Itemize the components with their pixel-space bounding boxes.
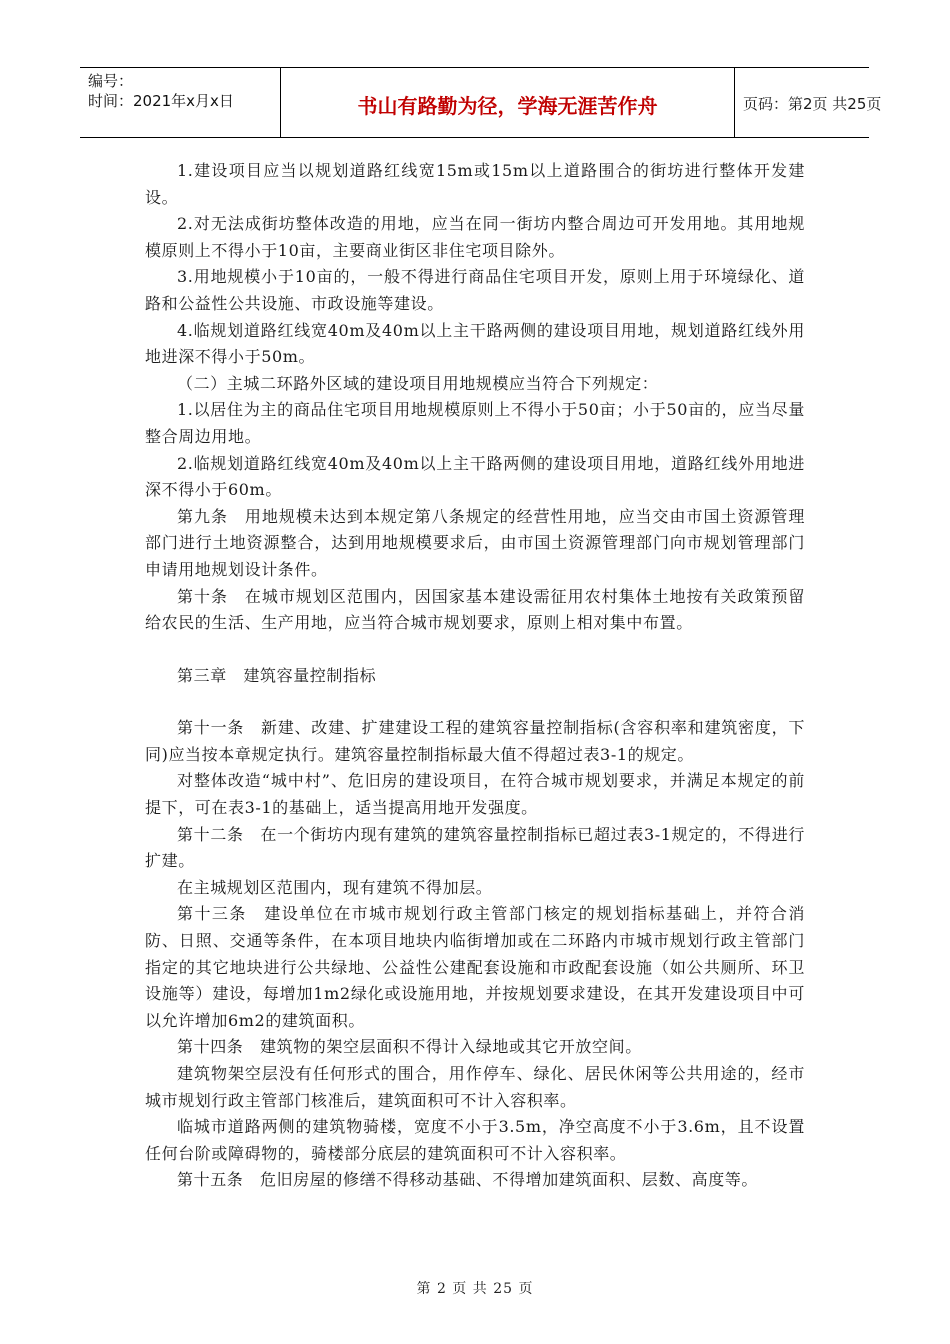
paragraph: 第十二条 在一个街坊内现有建筑的建筑容量控制指标已超过表3-1规定的，不得进行扩建。 <box>145 824 805 871</box>
header-motto: 书山有路勤为径，学海无涯苦作舟 <box>357 94 658 118</box>
page-footer: 第 2 页 共 25 页 <box>416 1281 534 1297</box>
chapter-heading: 第三章 建筑容量控制指标 <box>177 665 377 685</box>
paragraph: （二）主城二环路外区域的建设项目用地规模应当符合下列规定： <box>177 373 659 393</box>
paragraph: 1.以居住为主的商品住宅项目用地规模原则上不得小于50亩；小于50亩的，应当尽量整合周边用地。 <box>145 400 805 446</box>
document-number: 编号： <box>88 72 134 90</box>
header-page-cell <box>735 68 882 137</box>
paragraph: 第十五条 危旧房屋的修缮不得移动基础、不得增加建筑面积、层数、高度等。 <box>177 1170 759 1190</box>
document-body <box>145 158 805 1194</box>
paragraph: 第十一条 新建、改建、扩建建设工程的建筑容量控制指标(含容积率和建筑密度，下同)应当按本章规定执行。建筑容量控制指标最大值不得超过表3-1的规定。 <box>145 718 805 764</box>
header-motto-cell <box>281 68 735 137</box>
paragraph: 第十四条 建筑物的架空层面积不得计入绿地或其它开放空间。 <box>177 1037 642 1057</box>
paragraph: 4.临规划道路红线宽40m及40m以上主干路两侧的建设项目用地，规划道路红线外用地进深不得小于50m。 <box>145 320 805 367</box>
paragraph: 第十三条 建设单位在市城市规划行政主管部门核定的规划指标基础上，并符合消防、日照、交通等条件，在本项目地块内临街增加或在二环路内市城市规划行政主管部门指定的其它地块进行公共绿地、公益性公建配套设施和市政配套设施（如公共厕所、环卫设施等）建设，每增加1m2绿化或设施用地，并按规划要求建设，在其开发建设项目中可以允许增加6m2的建筑面积。 <box>145 904 805 1030</box>
paragraph: 在主城规划区范围内，现有建筑不得加层。 <box>177 877 493 897</box>
paragraph: 第十条 在城市规划区范围内，因国家基本建设需征用农村集体土地按有关政策预留给农民的生活、生产用地，应当符合城市规划要求，原则上相对集中布置。 <box>145 586 805 633</box>
paragraph: 建筑物架空层没有任何形式的围合，用作停车、绿化、居民休闲等公共用途的，经市城市规划行政主管部门核准后，建筑面积可不计入容积率。 <box>145 1064 805 1110</box>
paragraph: 临城市道路两侧的建筑物骑楼，宽度不小于3.5m，净空高度不小于3.6m，且不设置任何台阶或障碍物的，骑楼部分底层的建筑面积可不计入容积率。 <box>145 1117 805 1163</box>
paragraph: 第九条 用地规模未达到本规定第八条规定的经营性用地，应当交由市国土资源管理部门进行土地资源整合，达到用地规模要求后，由市国土资源管理部门向市规划管理部门申请用地规划设计条件。 <box>145 506 805 579</box>
paragraph: 对整体改造“城中村”、危旧房的建设项目，在符合城市规划要求，并满足本规定的前提下，可在表3-1的基础上，适当提高用地开发强度。 <box>145 771 805 818</box>
paragraph: 2.对无法成街坊整体改造的用地，应当在同一街坊内整合周边可开发用地。其用地规模原则上不得小于10亩，主要商业街区非住宅项目除外。 <box>145 214 805 260</box>
paragraph: 3.用地规模小于10亩的，一般不得进行商品住宅项目开发，原则上用于环境绿化、道路和公益性公共设施、市政设施等建设。 <box>145 267 805 313</box>
paragraph: 1.建设项目应当以规划道路红线宽15m或15m以上道路围合的街坊进行整体开发建设。 <box>145 161 805 207</box>
header-page-number: 页码：第2页 共25页 <box>743 95 882 113</box>
paragraph: 2.临规划道路红线宽40m及40m以上主干路两侧的建设项目用地，道路红线外用地进深不得小于60m。 <box>145 453 805 500</box>
header-meta-cell <box>80 68 281 137</box>
document-date: 时间：2021年x月x日 <box>88 92 234 110</box>
document-header <box>80 67 882 138</box>
